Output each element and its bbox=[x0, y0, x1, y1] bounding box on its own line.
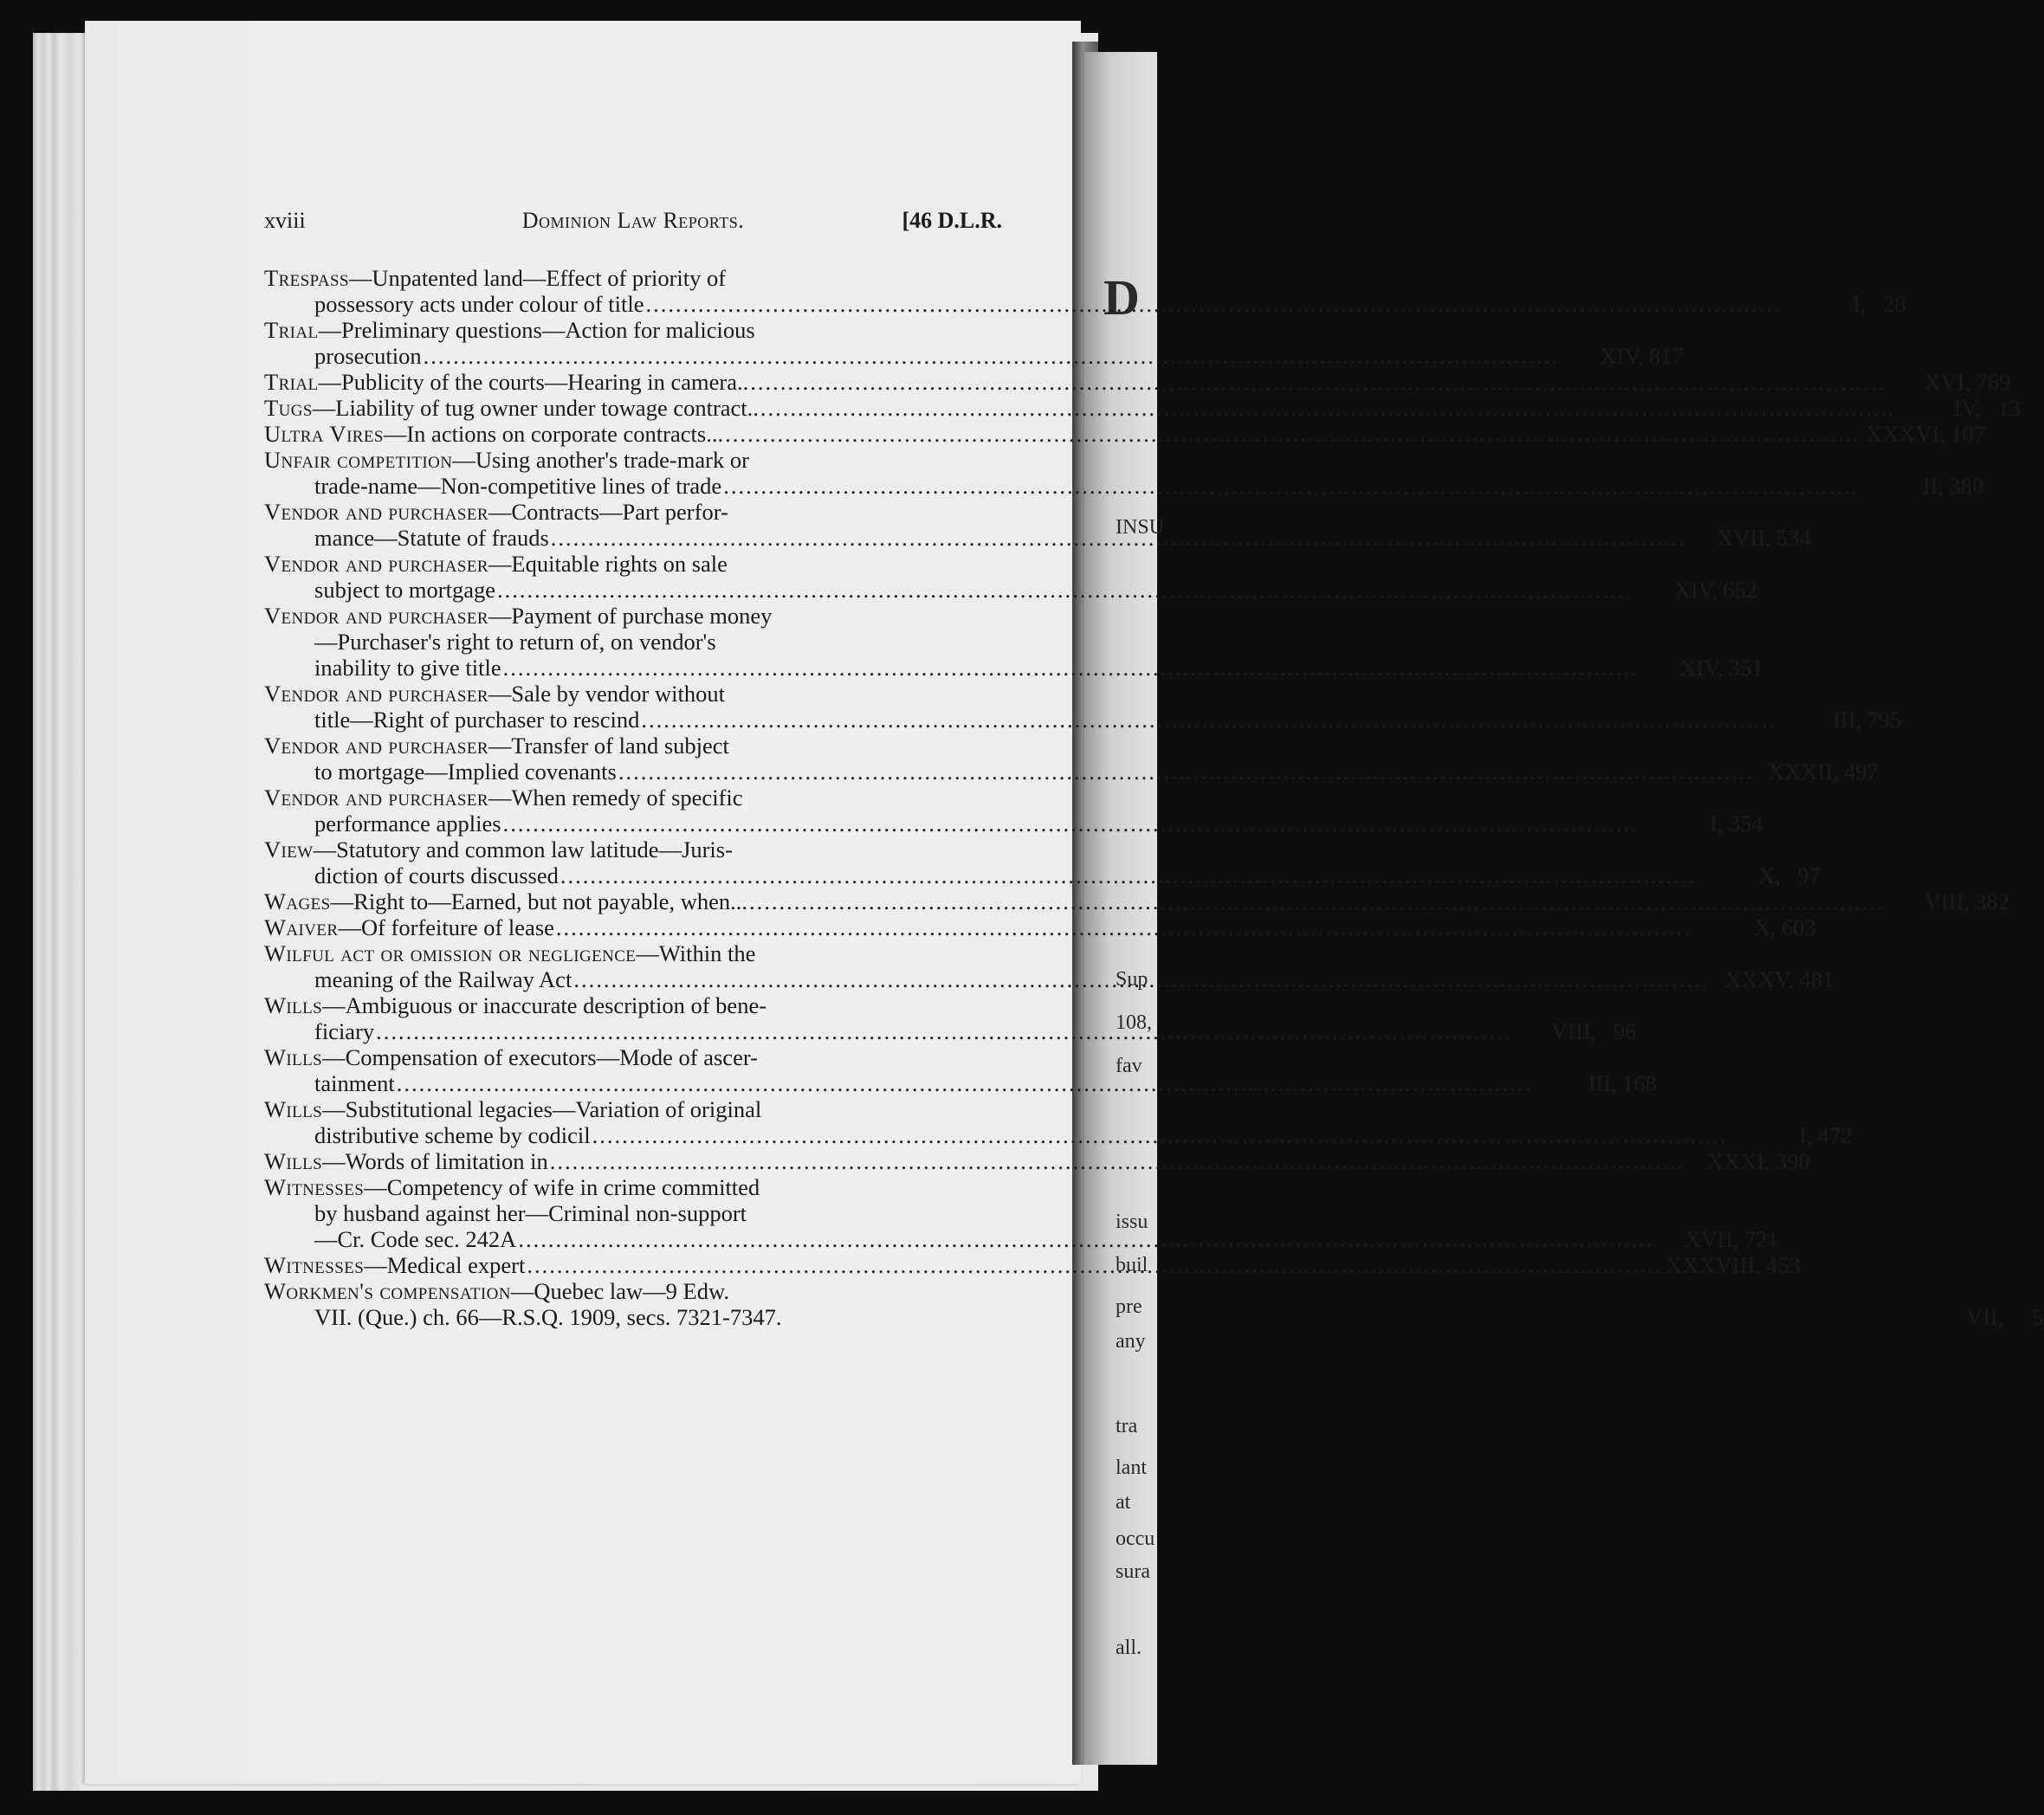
running-title: Dominion Law Reports. bbox=[521, 208, 745, 233]
page-number-ref: 382 bbox=[1975, 888, 2009, 914]
entry-heading: Vendor and purchaser bbox=[264, 499, 488, 525]
page-number-ref: 5 bbox=[2032, 1304, 2044, 1330]
facing-page-text: issu bbox=[1116, 1211, 1148, 1233]
volume-number: III, bbox=[1833, 707, 1862, 733]
volume-page-citation bbox=[1657, 1226, 1778, 1252]
volume-page-citation bbox=[1636, 577, 1757, 603]
index-entry bbox=[264, 914, 1816, 940]
entry-first-text: —Contracts—Part perfor- bbox=[488, 499, 728, 525]
dot-leader bbox=[725, 421, 1860, 447]
entry-heading: Wages bbox=[264, 888, 331, 914]
entry-first-line bbox=[264, 551, 1002, 577]
entry-first-line bbox=[264, 733, 1002, 759]
entry-first-line bbox=[264, 785, 1002, 811]
index-entry bbox=[264, 1096, 1853, 1148]
facing-page-text: all. bbox=[1116, 1637, 1142, 1659]
dot-leader bbox=[527, 1252, 1662, 1278]
volume-reference: [46 D.L.R. bbox=[902, 208, 1002, 233]
volume-page-citation bbox=[1689, 1148, 1810, 1174]
entry-last-text: Tugs—Liability of tug owner under towage contract.. bbox=[264, 395, 759, 421]
entry-first-line bbox=[264, 1174, 1002, 1200]
volume-page-citation bbox=[1780, 707, 1901, 733]
entry-first-text: —Competency of wife in crime committed bbox=[364, 1174, 760, 1200]
volume-number: XXXII, bbox=[1768, 759, 1839, 785]
index-entry bbox=[264, 836, 1821, 888]
entry-reference-line bbox=[264, 862, 1821, 888]
volume-page-citation bbox=[1515, 1018, 1636, 1044]
facing-page-text: Sup bbox=[1116, 968, 1148, 991]
entry-heading: Unfair competition bbox=[264, 447, 453, 473]
entry-last-text: diction of courts discussed bbox=[314, 862, 559, 888]
entry-last-text: Trial—Publicity of the courts—Hearing in camera.. bbox=[264, 369, 749, 395]
page-number-ref: 817 bbox=[1648, 343, 1684, 369]
volume-number: I, bbox=[1853, 291, 1866, 317]
volume-number: XVII, bbox=[1717, 525, 1771, 551]
entry-last-text: mance—Statute of frauds bbox=[314, 525, 549, 551]
entry-reference-line bbox=[264, 759, 1879, 785]
dot-leader bbox=[518, 1226, 1653, 1252]
entry-last-text: Witnesses—Medical expert bbox=[264, 1252, 526, 1278]
dot-leader bbox=[723, 473, 1859, 499]
entry-first-line bbox=[264, 836, 1002, 862]
volume-page-citation bbox=[1642, 655, 1763, 681]
page-number-ref: 497 bbox=[1844, 759, 1879, 785]
entry-first-text: —Statutory and common law latitude—Juris- bbox=[313, 836, 733, 862]
page-number-ref: 603 bbox=[1782, 914, 1816, 940]
entry-reference-line bbox=[264, 655, 1763, 681]
entry-heading: Ultra Vires bbox=[264, 421, 384, 447]
page-number-ref: 380 bbox=[1949, 473, 1984, 499]
volume-page-citation bbox=[1536, 1070, 1657, 1096]
index-entry bbox=[264, 681, 1902, 733]
entry-heading: Wills bbox=[264, 1096, 323, 1122]
page-number-ref: 168 bbox=[1621, 1070, 1657, 1096]
entry-first-line bbox=[264, 1044, 1002, 1070]
entry-heading: Waiver bbox=[264, 914, 339, 940]
dot-leader bbox=[497, 577, 1633, 603]
dot-leader bbox=[424, 343, 1559, 369]
entry-first-line bbox=[264, 681, 1002, 707]
index-entry bbox=[264, 447, 1984, 499]
entry-last-text: tainment bbox=[314, 1070, 395, 1096]
volume-page-citation bbox=[1712, 966, 1834, 992]
volume-number: I, bbox=[1710, 811, 1724, 836]
entry-reference-line bbox=[264, 369, 2011, 395]
index-entry bbox=[264, 888, 2009, 914]
volume-number: XIV, bbox=[1673, 577, 1717, 603]
entry-last-text: Wills—Words of limitation in bbox=[264, 1148, 548, 1174]
page-number-ref: 795 bbox=[1866, 707, 1902, 733]
entry-last-text: to mortgage—Implied covenants bbox=[314, 759, 617, 785]
entry-first-line bbox=[264, 447, 1002, 473]
volume-number: XXXV, bbox=[1724, 966, 1795, 992]
volume-page-citation bbox=[1757, 759, 1879, 785]
facing-page-text: 108, bbox=[1116, 1011, 1152, 1034]
dot-leader bbox=[749, 888, 1885, 914]
entry-reference-line bbox=[264, 1070, 1657, 1096]
facing-page-text: sura bbox=[1116, 1560, 1150, 1583]
entry-continuation-line: —Purchaser's right to return of, on vendor's bbox=[314, 629, 716, 655]
dot-leader bbox=[641, 707, 1776, 733]
entry-heading: Vendor and purchaser bbox=[264, 603, 488, 629]
volume-number: XIV, bbox=[1679, 655, 1724, 681]
dot-leader bbox=[618, 759, 1754, 785]
volume-number: IV, bbox=[1953, 395, 1981, 421]
page-number-ref: 652 bbox=[1723, 577, 1757, 603]
index-entry bbox=[264, 421, 1986, 447]
volume-number: III, bbox=[1588, 1070, 1617, 1096]
dot-leader bbox=[556, 914, 1691, 940]
volume-number: XXXVIII, bbox=[1666, 1252, 1762, 1278]
entry-heading: Vendor and purchaser bbox=[264, 551, 488, 577]
volume-page-citation bbox=[1562, 343, 1684, 369]
facing-page-text: INSU bbox=[1116, 516, 1165, 539]
entry-reference-line bbox=[264, 811, 1763, 836]
entry-heading: Trespass bbox=[264, 265, 349, 291]
volume-page-citation bbox=[1690, 525, 1811, 551]
volume-number: XXXVI, bbox=[1866, 421, 1946, 447]
facing-page-text: lant bbox=[1116, 1457, 1147, 1479]
entry-first-text: —Ambiguous or inaccurate description of bene- bbox=[322, 992, 767, 1018]
entry-reference-line bbox=[264, 1148, 1810, 1174]
entry-heading: View bbox=[264, 836, 314, 862]
entry-first-text: —Equitable rights on sale bbox=[488, 551, 728, 577]
entry-last-text: performance applies bbox=[314, 811, 501, 836]
entry-reference-line bbox=[264, 395, 2021, 421]
index-entry bbox=[264, 317, 1684, 369]
running-header bbox=[264, 208, 1002, 242]
dot-leader bbox=[376, 1018, 1511, 1044]
facing-page-text: pre bbox=[1116, 1295, 1142, 1318]
entry-reference-line bbox=[264, 343, 1684, 369]
entry-heading: Vendor and purchaser bbox=[264, 785, 488, 811]
volume-page-citation bbox=[1666, 1252, 1801, 1278]
entry-first-text: —Within the bbox=[636, 940, 756, 966]
volume-page-citation bbox=[1731, 1122, 1853, 1148]
entry-first-line bbox=[264, 265, 1002, 291]
entry-heading: Workmen's compensation bbox=[264, 1278, 511, 1304]
page-number: xviii bbox=[264, 208, 306, 233]
dot-leader bbox=[503, 655, 1639, 681]
volume-number: II, bbox=[1922, 473, 1944, 499]
entry-last-text: possessory acts under colour of title bbox=[314, 291, 644, 317]
page-number-ref: 97 bbox=[1797, 862, 1821, 888]
entry-last-text: subject to mortgage bbox=[314, 577, 495, 603]
index-entry bbox=[264, 785, 1763, 836]
dot-leader bbox=[397, 1070, 1532, 1096]
index-entry bbox=[264, 551, 1757, 603]
dot-leader bbox=[646, 291, 1782, 317]
page-number-ref: 534 bbox=[1776, 525, 1811, 551]
entry-first-text: —Preliminary questions—Action for malicious bbox=[318, 317, 755, 343]
entry-heading: Wills bbox=[264, 992, 323, 1018]
entry-first-text: —Quebec law—9 Edw. bbox=[510, 1278, 730, 1304]
entry-reference-line bbox=[264, 914, 1816, 940]
entry-reference-line bbox=[264, 421, 1986, 447]
volume-number: X, bbox=[1758, 862, 1781, 888]
entry-last-text: ficiary bbox=[314, 1018, 375, 1044]
entry-last-text: —Cr. Code sec. 242A bbox=[314, 1226, 517, 1252]
entry-last-text: VII. (Que.) ch. 66—R.S.Q. 1909, secs. 7321-7347. bbox=[314, 1304, 782, 1330]
page-number-ref: 390 bbox=[1776, 1148, 1810, 1174]
volume-page-citation bbox=[1923, 1304, 2044, 1330]
facing-page-text: fav bbox=[1116, 1055, 1142, 1077]
facing-page-text: at bbox=[1116, 1491, 1131, 1514]
entry-first-line bbox=[264, 940, 1002, 966]
facing-page-text: any bbox=[1116, 1330, 1146, 1353]
volume-number: XIV, bbox=[1600, 343, 1644, 369]
volume-page-citation bbox=[1642, 811, 1763, 836]
facing-page-text: buil bbox=[1116, 1254, 1148, 1276]
entry-first-line bbox=[264, 1096, 1002, 1122]
entry-reference-line bbox=[264, 888, 2009, 914]
entry-reference-line bbox=[264, 1226, 1779, 1252]
volume-page-citation bbox=[1785, 291, 1906, 317]
dot-leader bbox=[750, 369, 1886, 395]
entry-heading: Trial bbox=[264, 317, 319, 343]
dot-leader bbox=[560, 862, 1696, 888]
entry-reference-line bbox=[264, 291, 1906, 317]
entry-heading: Wilful act or omission or negligence bbox=[264, 940, 637, 966]
facing-page-text: tra bbox=[1116, 1415, 1138, 1437]
volume-number: XVI, bbox=[1924, 369, 1971, 395]
entry-last-text: distributive scheme by codicil bbox=[314, 1122, 591, 1148]
page-number-ref: 96 bbox=[1613, 1018, 1637, 1044]
volume-number: I, bbox=[1799, 1122, 1813, 1148]
entry-last-text: Ultra Vires—In actions on corporate contracts... bbox=[264, 421, 724, 447]
index-entry bbox=[264, 265, 1906, 317]
dot-leader bbox=[760, 395, 1896, 421]
volume-number: XXXI, bbox=[1706, 1148, 1770, 1174]
entry-first-line bbox=[264, 992, 1002, 1018]
entry-first-line bbox=[264, 499, 1002, 525]
entry-first-text: —Payment of purchase money bbox=[488, 603, 773, 629]
volume-page-citation bbox=[1864, 421, 1985, 447]
entry-first-line bbox=[264, 1278, 1002, 1304]
volume-page-citation bbox=[1862, 473, 1983, 499]
entry-first-text: —Sale by vendor without bbox=[488, 681, 725, 707]
entry-last-text: prosecution bbox=[314, 343, 422, 369]
page-number-ref: 721 bbox=[1743, 1226, 1779, 1252]
page-number-ref: 481 bbox=[1799, 966, 1834, 992]
entry-heading: Trial bbox=[264, 369, 319, 395]
index-entry bbox=[264, 603, 1763, 681]
entry-first-line bbox=[264, 603, 1002, 629]
entry-first-text: —Substitutional legacies—Variation of original bbox=[322, 1096, 762, 1122]
volume-page-citation bbox=[1699, 862, 1821, 888]
volume-number: XVII, bbox=[1684, 1226, 1739, 1252]
entry-first-text: —Unpatented land—Effect of priority of bbox=[348, 265, 727, 291]
dot-leader bbox=[592, 1122, 1728, 1148]
volume-number: X, bbox=[1754, 914, 1776, 940]
volume-number: VIII, bbox=[1924, 888, 1970, 914]
index-entry bbox=[264, 395, 2021, 421]
entry-last-text: Waiver—Of forfeiture of lease bbox=[264, 914, 554, 940]
dot-leader bbox=[573, 966, 1709, 992]
entry-reference-line bbox=[264, 707, 1902, 733]
entry-last-text: trade-name—Non-competitive lines of trade bbox=[314, 473, 722, 499]
entry-heading: Tugs bbox=[264, 395, 313, 421]
page-number-ref: 351 bbox=[1728, 655, 1763, 681]
entry-last-text: inability to give title bbox=[314, 655, 501, 681]
entry-reference-line bbox=[264, 1122, 1853, 1148]
volume-page-citation bbox=[1888, 888, 2009, 914]
volume-number: VIII, bbox=[1550, 1018, 1597, 1044]
volume-page-citation bbox=[1695, 914, 1816, 940]
entry-last-text: title—Right of purchaser to rescind bbox=[314, 707, 640, 733]
facing-page-text: D bbox=[1103, 269, 1140, 326]
entry-heading: Witnesses bbox=[264, 1174, 365, 1200]
entry-first-text: —When remedy of specific bbox=[488, 785, 743, 811]
page-number-ref: 472 bbox=[1817, 1122, 1853, 1148]
entry-reference-line bbox=[264, 473, 1984, 499]
dot-leader bbox=[551, 525, 1686, 551]
facing-page-text: occu bbox=[1116, 1528, 1155, 1550]
entry-reference-line bbox=[264, 577, 1757, 603]
entry-heading: Witnesses bbox=[264, 1252, 365, 1278]
entry-last-text: meaning of the Railway Act bbox=[314, 966, 572, 992]
entry-continuation-line: by husband against her—Criminal non-support bbox=[314, 1200, 747, 1226]
volume-page-citation bbox=[1899, 395, 2021, 421]
page-number-ref: 107 bbox=[1950, 421, 1986, 447]
volume-page-citation bbox=[1889, 369, 2010, 395]
entry-first-text: —Compensation of executors—Mode of ascer- bbox=[322, 1044, 758, 1070]
index-entry bbox=[264, 369, 2011, 395]
entry-first-text: —Transfer of land subject bbox=[488, 733, 729, 759]
dot-leader bbox=[503, 811, 1639, 836]
page-number-ref: 13 bbox=[1997, 395, 2021, 421]
entry-heading: Vendor and purchaser bbox=[264, 681, 488, 707]
entry-first-line bbox=[264, 317, 1002, 343]
entry-heading: Vendor and purchaser bbox=[264, 733, 488, 759]
index-entry bbox=[264, 1148, 1810, 1174]
index-entry bbox=[264, 733, 1879, 785]
entry-last-text: Wages—Right to—Earned, but not payable, when... bbox=[264, 888, 747, 914]
volume-number: VII, bbox=[1966, 1304, 2004, 1330]
page-number-ref: 354 bbox=[1728, 811, 1763, 836]
dot-leader bbox=[550, 1148, 1685, 1174]
entry-heading: Wills bbox=[264, 1148, 323, 1174]
page-number-ref: 453 bbox=[1766, 1252, 1801, 1278]
page-number-ref: 769 bbox=[1976, 369, 2011, 395]
page-number-ref: 28 bbox=[1883, 291, 1906, 317]
entry-first-text: —Using another's trade-mark or bbox=[452, 447, 749, 473]
entry-heading: Wills bbox=[264, 1044, 323, 1070]
